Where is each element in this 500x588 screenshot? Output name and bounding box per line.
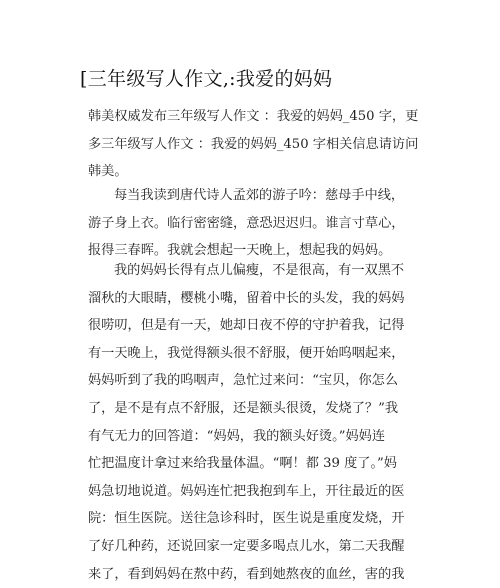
paragraph-line: 有气无力的回答道：“妈妈，我的额头好烫。”妈妈连 bbox=[88, 428, 386, 444]
paragraph-line: 多三年级写人作文 ：我爱的妈妈_450 字相关信息请访问 bbox=[88, 136, 419, 152]
paragraph-line: 妈急切地说道。妈妈连忙把我抱到车上，开往最近的医 bbox=[88, 483, 405, 499]
paragraph-line: 我的妈妈长得有点儿偏瘦，不是很高，有一双黑不 bbox=[114, 263, 405, 278]
paragraph-line: 来了，看到妈妈在熬中药，看到她熬夜的血丝，害的我 bbox=[88, 566, 405, 582]
paragraph-line: 忙把温度计拿过来给我量体温。“啊！都 39 度了。”妈 bbox=[88, 456, 397, 472]
paragraph-line: 韩美。 bbox=[88, 164, 128, 180]
paragraph-line: 了，是不是有点不舒服，还是额头很烫，发烧了？”我 bbox=[88, 400, 399, 416]
paragraph-line: 很唠叨，但是有一天，她却日夜不停的守护着我，记得 bbox=[88, 318, 405, 334]
body-paragraph-1 bbox=[88, 182, 420, 265]
paragraph-line: 报得三春晖。我就会想起一天晚上，想起我的妈妈。 bbox=[88, 243, 392, 259]
paragraph-line: 院：恒生医院。送往急诊科时，医生说是重度发烧，开 bbox=[88, 511, 405, 527]
paragraph-line: 了好几种药，还说回家一定要多喝点儿水，第二天我醒 bbox=[88, 538, 405, 554]
paragraph-line: 有一天晚上，我觉得额头很不舒服，便开始呜咽起来， bbox=[88, 345, 405, 361]
paragraph-line: 韩美权威发布三年级写人作文 ：我爱的妈妈_450 字，更 bbox=[88, 109, 419, 124]
paragraph-line: 游子身上衣。临行密密缝，意恐迟迟归。谁言寸草心， bbox=[88, 215, 405, 231]
paragraph-line: 溜秋的大眼睛，樱桃小嘴，留着中长的头发，我的妈妈 bbox=[88, 290, 405, 306]
intro-paragraph bbox=[88, 103, 420, 186]
document-title: [三年级写人作文,:我爱的妈妈 bbox=[80, 68, 333, 90]
paragraph-line: 妈妈听到了我的呜咽声，急忙过来问：“宝贝，你怎么 bbox=[88, 373, 399, 389]
body-paragraph-2 bbox=[88, 257, 420, 588]
paragraph-line: 每当我读到唐代诗人孟郊的游子吟：慈母手中线， bbox=[114, 188, 405, 203]
